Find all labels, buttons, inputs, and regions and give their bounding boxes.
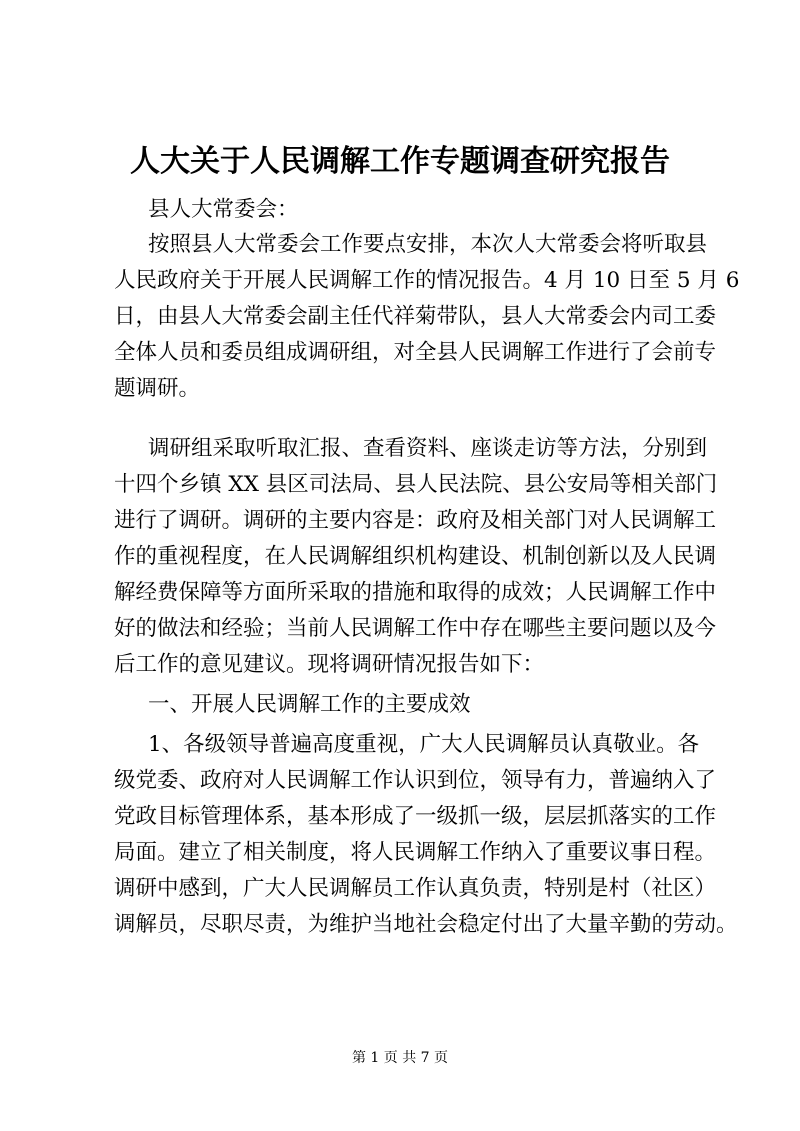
paragraph-line: 党政目标管理体系，基本形成了一级抓一级，层层抓落实的工作 [114,804,717,829]
paragraph-line: 人民政府关于开展人民调解工作的情况报告。4 月 10 日至 5 月 6 [114,268,740,293]
paragraph-line: 日，由县人大常委会副主任代祥菊带队，县人大常委会内司工委 [114,304,717,329]
paragraph-line: 调研组采取听取汇报、查看资料、座谈走访等方法，分别到 [148,436,708,461]
paragraph-line: 十四个乡镇 XX 县区司法局、县人民法院、县公安局等相关部门 [114,472,718,497]
paragraph-line: 题调研。 [114,376,201,401]
salutation: 县人大常委会： [148,197,299,222]
paragraph-line: 作的重视程度，在人民调解组织机构建设、机制创新以及人民调 [114,544,717,569]
section-heading: 一、开展人民调解工作的主要成效 [148,692,471,717]
paragraph-line: 1、各级领导普遍高度重视，广大人民调解员认真敬业。各 [148,732,700,757]
paragraph-line: 按照县人大常委会工作要点安排，本次人大常委会将听取县 [148,232,708,257]
paragraph-line: 调研中感到，广大人民调解员工作认真负责，特别是村（社区） [114,876,717,901]
paragraph-line: 解经费保障等方面所采取的措施和取得的成效；人民调解工作中 [114,580,717,605]
paragraph-line: 进行了调研。调研的主要内容是：政府及相关部门对人民调解工 [114,508,717,533]
paragraph-line: 好的做法和经验；当前人民调解工作中存在哪些主要问题以及今 [114,616,717,641]
page-footer: 第 1 页 共 7 页 [351,1050,449,1066]
document-title: 人大关于人民调解工作专题调查研究报告 [130,144,670,179]
paragraph-line: 局面。建立了相关制度，将人民调解工作纳入了重要议事日程。 [114,840,717,865]
paragraph-line: 全体人员和委员组成调研组，对全县人民调解工作进行了会前专 [114,340,717,365]
paragraph-line: 后工作的意见建议。现将调研情况报告如下： [114,652,545,677]
paragraph-line: 调解员，尽职尽责，为维护当地社会稳定付出了大量辛勤的劳动。 [114,912,738,937]
paragraph-line: 级党委、政府对人民调解工作认识到位，领导有力，普遍纳入了 [114,768,717,793]
